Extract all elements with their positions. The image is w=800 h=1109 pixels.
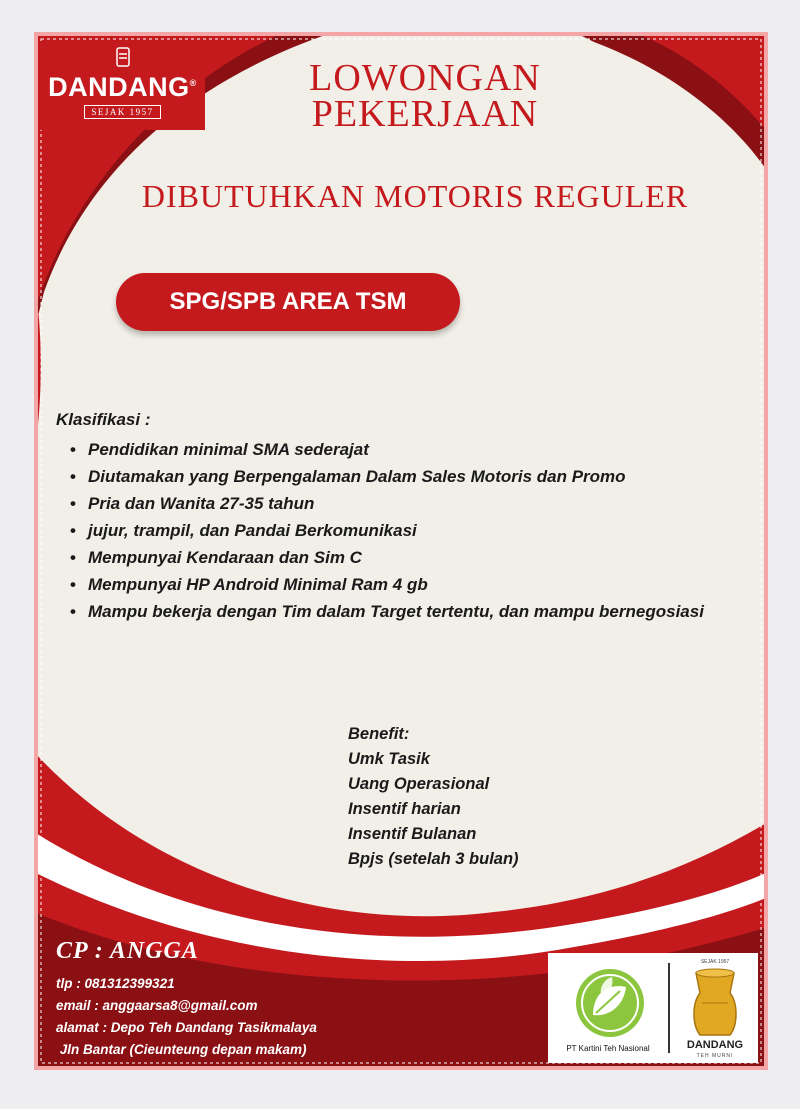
page-title [260, 57, 590, 135]
klasifikasi-heading: Klasifikasi : [56, 410, 151, 429]
list-item: • Mempunyai HP Android Minimal Ram 4 gb [70, 571, 720, 598]
brand-tagline: SEJAK 1957 [84, 105, 160, 119]
partner-right [672, 953, 758, 1063]
partner-right-top: SEJAK 1957 [700, 959, 730, 965]
position-badge: SPG/SPB AREA TSM [116, 273, 460, 331]
tea-canister-icon [672, 963, 758, 1049]
benefit-heading: Benefit: [348, 725, 410, 743]
contact-phone: tlp : 081312399321 [56, 976, 175, 991]
leaf-circle-icon [548, 953, 668, 1043]
title-line-1: LOWONGAN [309, 57, 541, 99]
list-item: • jujur, trampil, dan Pandai Berkomunikasi [70, 517, 720, 544]
list-item: • Diutamakan yang Berpengalaman Dalam Sales Motoris dan Promo [70, 463, 720, 490]
partner-logos [548, 953, 758, 1063]
contact-address-2: Jln Bantar (Cieunteung depan makam) [56, 1042, 307, 1057]
klasifikasi-list [70, 436, 720, 625]
partner-right-name: DANDANG [686, 1039, 744, 1051]
list-item: • Mampu bekerja dengan Tim dalam Target tertentu, dan mampu bernegosiasi [70, 598, 720, 625]
contact-address: alamat : Depo Teh Dandang Tasikmalaya [56, 1020, 317, 1035]
partner-divider [668, 963, 670, 1053]
benefit-item: Insentif Bulanan [348, 825, 477, 843]
partner-left [548, 953, 668, 1063]
contact-details [56, 973, 317, 1061]
brand-logo [40, 42, 205, 130]
benefit-item: Umk Tasik [348, 750, 430, 768]
page-subtitle: DIBUTUHKAN MOTORIS REGULER [141, 178, 689, 214]
benefit-item: Insentif harian [348, 800, 461, 818]
brand-name: DANDANG® [48, 72, 197, 102]
contact-email: email : anggaarsa8@gmail.com [56, 998, 258, 1013]
contact-person: CP : ANGGA [56, 938, 199, 964]
teapot-emblem-icon [114, 46, 132, 68]
list-item: • Mempunyai Kendaraan dan Sim C [70, 544, 720, 571]
benefit-item: Bpjs (setelah 3 bulan) [348, 850, 519, 868]
title-line-2: PEKERJAAN [311, 93, 539, 135]
partner-left-name: PT Kartini Teh Nasional [566, 1044, 650, 1053]
registered-mark: ® [189, 78, 197, 88]
list-item: • Pendidikan minimal SMA sederajat [70, 436, 720, 463]
partner-right-sub: TEH MURNI [696, 1053, 734, 1059]
benefit-section [348, 722, 519, 872]
list-item: • Pria dan Wanita 27-35 tahun [70, 490, 720, 517]
benefit-item: Uang Operasional [348, 775, 490, 793]
